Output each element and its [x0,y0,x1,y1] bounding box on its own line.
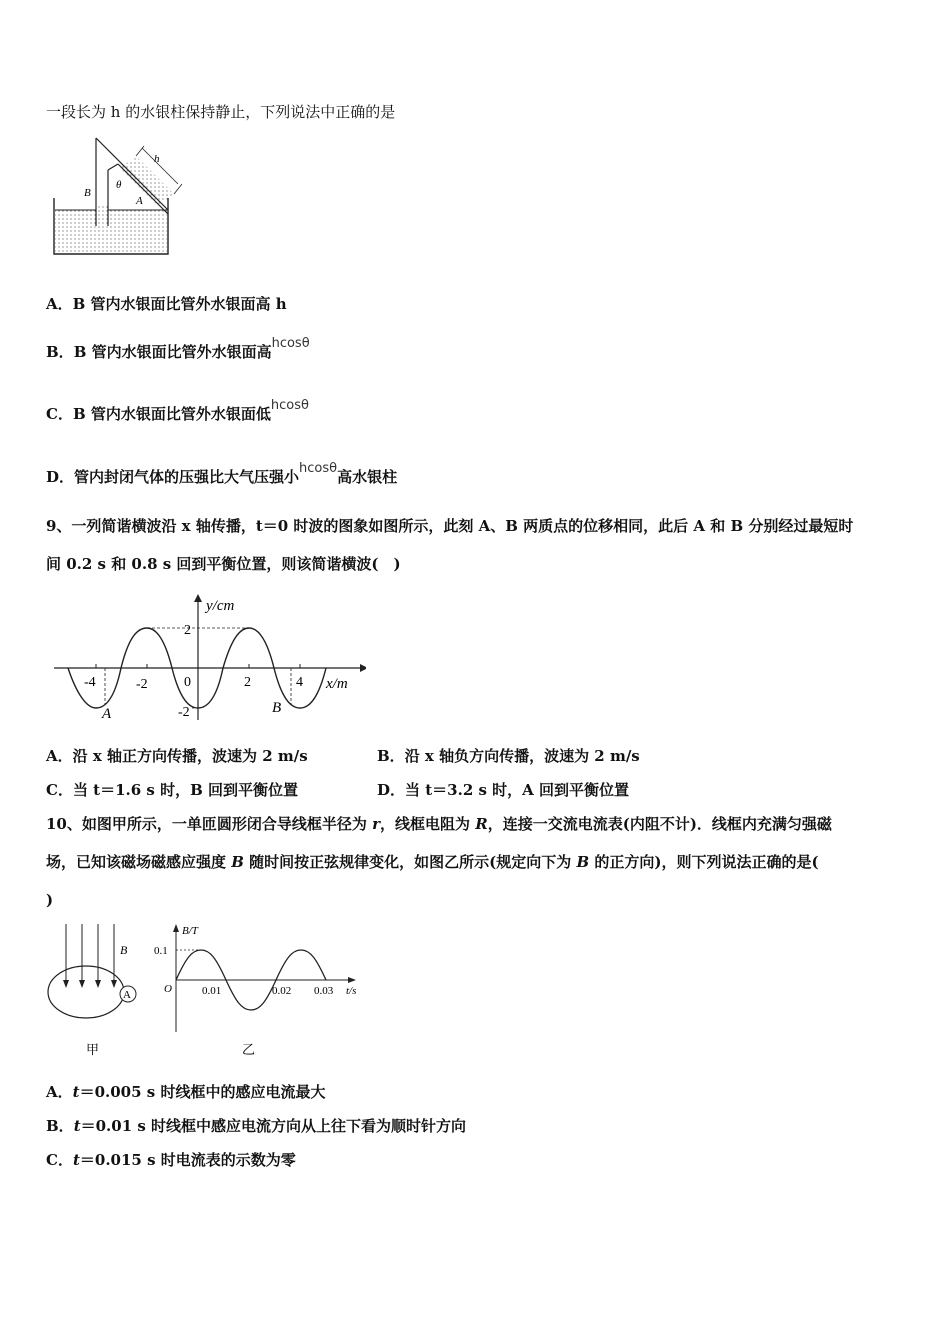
q9-tick-yneg2: -2 [178,705,190,720]
q10-caption-yi: 乙 [242,1042,256,1057]
q8-figure-mercury-tube [50,134,190,258]
q10-yi-x-tick-2: 0.02 [272,985,292,997]
q8-option-d-text-before: 管内封闭气体的压强比大气压强小 [74,468,300,486]
q9-option-d-text: 当 t＝3.2 s 时，A 回到平衡位置 [405,781,630,799]
q8-option-a [46,294,287,314]
q10-var-b2: B [576,853,590,871]
q9-option-b-letter: B． [377,747,405,765]
q10-ammeter-label: A [123,989,131,1001]
q9-option-a [46,746,308,766]
q9-stem-line1: 9、一列简谐横波沿 x 轴传播，t＝0 时波的图象如图所示，此刻 A、B 两质点的位移相同，此后 A 和 B 分别经过最短时 [46,517,854,535]
q8-fig-label-h: h [154,153,160,165]
q10-stem-line1-c: ，连接一交流电流表(内阻不计)．线框内充满匀强磁 [487,815,832,833]
q10-option-b [46,1116,466,1136]
q10-yi-x-label: t/s [346,985,357,997]
q10-option-a-letter: A． [46,1083,73,1101]
q9-tick-neg2: -2 [136,677,148,692]
q10-var-b1: B [231,853,244,871]
q9-point-b: B [272,700,282,716]
q10-stem-line1-a: 10、如图甲所示，一单匝圆形闭合导线框半径为 [46,815,373,833]
q8-fig-label-theta: θ [116,179,122,191]
q8-option-d [46,461,398,489]
q10-yi-y-label: B/T [182,925,198,937]
q10-var-R: R [475,815,488,833]
q10-jia-b-label: B [120,943,128,957]
q9-tick-4: 4 [296,675,303,690]
q8-option-c-text: B 管内水银面比管外水银面低 [72,405,271,423]
q9-point-a: A [102,706,112,722]
q8-option-d-letter: D． [46,468,75,486]
q10-stem-line2-a: 场，已知该磁场磁感应强度 [46,853,232,871]
q10-var-r: r [372,815,381,833]
q9-option-b [377,746,640,766]
q9-tick-0: 0 [184,675,191,690]
q10-caption-jia: 甲 [86,1042,100,1057]
q9-tick-y2: 2 [184,623,191,638]
q9-option-a-letter: A． [46,747,73,765]
q10-option-c-var: t [72,1151,80,1169]
q10-figure-yi [150,920,370,1060]
q10-stem-line1-b: ，线框电阻为 [380,815,476,833]
q8-option-c [46,398,309,426]
q9-option-a-text: 沿 x 轴正方向传播，波速为 2 m/s [72,747,308,765]
q9-option-c-text: 当 t＝1.6 s 时，B 回到平衡位置 [72,781,298,799]
q8-option-c-letter: C． [46,405,73,423]
q9-wave-graph [50,592,366,722]
q8-stem: 一段长为 h 的水银柱保持静止，下列说法中正确的是 [46,103,396,121]
q9-option-c-letter: C． [46,781,73,799]
q9-stem-line2: 间 0.2 s 和 0.8 s 回到平衡位置，则该简谐横波( ) [46,555,401,573]
q10-option-c-text: ＝0.015 s 时电流表的示数为零 [79,1151,296,1169]
q10-option-a-var: t [72,1083,80,1101]
q10-option-a-text: ＝0.005 s 时线框中的感应电流最大 [79,1083,326,1101]
q10-option-c [46,1150,296,1170]
q10-stem-line3: ) [46,891,54,909]
q8-option-b-formula: hcosθ [271,336,310,351]
q8-option-a-text: B 管内水银面比管外水银面高 h [72,295,287,313]
q8-option-d-formula: hcosθ [299,461,338,476]
q10-yi-x-tick-1: 0.01 [202,985,222,997]
q10-option-b-text: ＝0.01 s 时线框中感应电流方向从上往下看为顺时针方向 [80,1117,467,1135]
q10-option-a [46,1082,325,1102]
q8-fig-label-a: A [136,195,143,207]
q8-option-b [46,336,310,364]
q8-option-a-letter: A． [46,295,73,313]
q8-option-b-letter: B． [46,343,74,361]
q10-stem-line2-b: 随时间按正弦规律变化，如图乙所示(规定向下为 [243,853,577,871]
q9-option-b-text: 沿 x 轴负方向传播，波速为 2 m/s [404,747,640,765]
q10-yi-origin: O [164,983,172,995]
q8-fig-label-b: B [84,187,91,199]
q10-figure-jia [44,920,144,1060]
q10-stem-line1 [46,814,832,834]
q9-option-d-letter: D． [377,781,406,799]
q10-option-c-letter: C． [46,1151,73,1169]
q10-stem-line2 [46,852,819,872]
q10-yi-x-tick-3: 0.03 [314,985,334,997]
q10-option-b-var: t [73,1117,81,1135]
q10-stem-line2-c: 的正方向)，则下列说法正确的是( [589,853,819,871]
q8-option-d-text-after: 高水银柱 [337,468,398,486]
q9-y-axis-label: y/cm [206,598,235,614]
q9-option-d [377,780,629,800]
q10-option-b-letter: B． [46,1117,74,1135]
q9-tick-2: 2 [244,675,251,690]
q8-option-c-formula: hcosθ [270,398,309,413]
q8-option-b-text: B 管内水银面比管外水银面高 [73,343,272,361]
q9-option-c [46,780,298,800]
q9-tick-neg4: -4 [84,675,96,690]
q10-yi-y-tick: 0.1 [154,945,168,957]
q9-x-axis-label: x/m [326,676,348,692]
